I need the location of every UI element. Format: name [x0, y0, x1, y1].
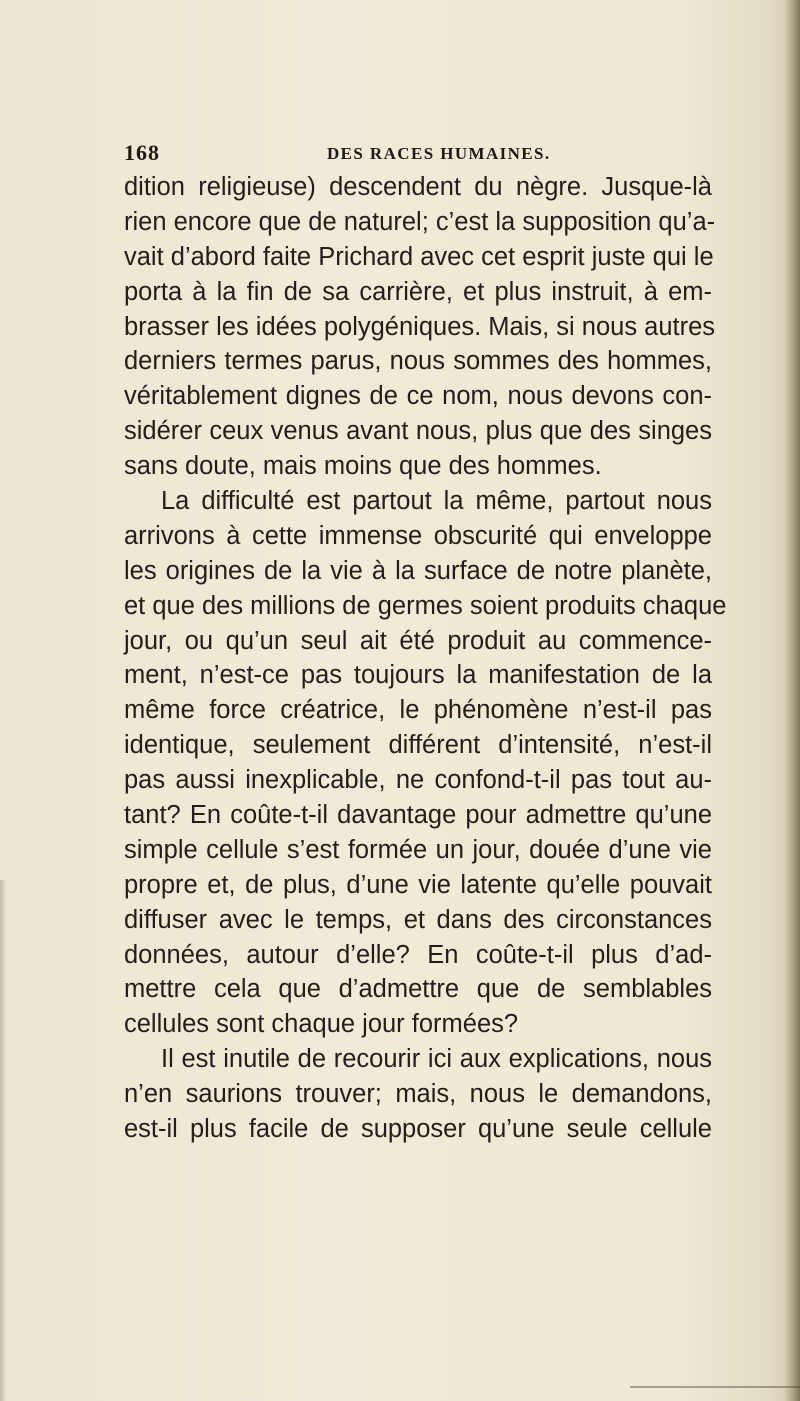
text-line: données, autour d’elle? En coûte-t-il plus d’ad-: [124, 940, 712, 969]
text-line: ment, n’est-ce pas toujours la manifestation de la: [124, 661, 712, 690]
text-line: identique, seulement différent d’intensité, n’est-il: [124, 731, 712, 760]
running-title: DES RACES HUMAINES.: [327, 144, 551, 163]
text-line: sidérer ceux venus avant nous, plus que des singes: [124, 417, 712, 446]
text-line: propre et, de plus, d’une vie latente qu’elle pouvait: [124, 870, 712, 899]
text-line: rien encore que de naturel; c’est la supposition qu’a-: [124, 207, 716, 236]
text-line: simple cellule s’est formée un jour, douée d’une vie: [124, 835, 712, 864]
text-line: cellules sont chaque jour formées?: [124, 1010, 519, 1039]
text-line: est-il plus facile de supposer qu’une seule cellule: [124, 1115, 712, 1144]
text-line: porta à la fin de sa carrière, et plus instruit, à em-: [124, 277, 712, 306]
page-left-edge: [0, 880, 6, 1401]
text-line: diffuser avec le temps, et dans des circonstances: [124, 905, 712, 934]
text-line: dition religieuse) descendent du nègre. Jusque-là: [124, 173, 712, 201]
body-text: [124, 170, 727, 1147]
text-line: même force créatrice, le phénomène n’est-il pas: [124, 696, 712, 725]
text-line: mettre cela que d’admettre que de semblables: [124, 975, 712, 1004]
text-line: derniers termes parus, nous sommes des hommes,: [124, 347, 712, 376]
text-line: arrivons à cette immense obscurité qui enveloppe: [124, 521, 712, 550]
text-line: jour, ou qu’un seul ait été produit au commence-: [124, 626, 712, 655]
text-line: La difficulté est partout la même, partout nous: [161, 487, 712, 516]
text-line: brasser les idées polygéniques. Mais, si nous autres: [124, 312, 716, 341]
text-line: tant? En coûte-t-il davantage pour admettre qu’une: [124, 801, 712, 830]
text-line: vait d’abord faite Prichard avec cet esprit juste qui le: [124, 242, 714, 271]
text-line: Il est inutile de recourir ici aux explications, nous: [161, 1045, 712, 1074]
page-edge-shadow: [784, 0, 800, 1401]
text-line: et que des millions de germes soient produits chaque: [124, 591, 727, 620]
text-line: véritablement dignes de ce nom, nous devons con-: [124, 382, 712, 411]
page-number: 168: [124, 140, 160, 165]
page-bottom-edge: [630, 1386, 800, 1388]
text-line: n’en saurions trouver; mais, nous le demandons,: [124, 1080, 712, 1109]
text-line: pas aussi inexplicable, ne confond-t-il pas tout au-: [124, 766, 712, 795]
page-header: [124, 140, 724, 170]
text-line: les origines de la vie à la surface de notre planète,: [124, 556, 712, 585]
text-line: sans doute, mais moins que des hommes.: [124, 452, 602, 481]
